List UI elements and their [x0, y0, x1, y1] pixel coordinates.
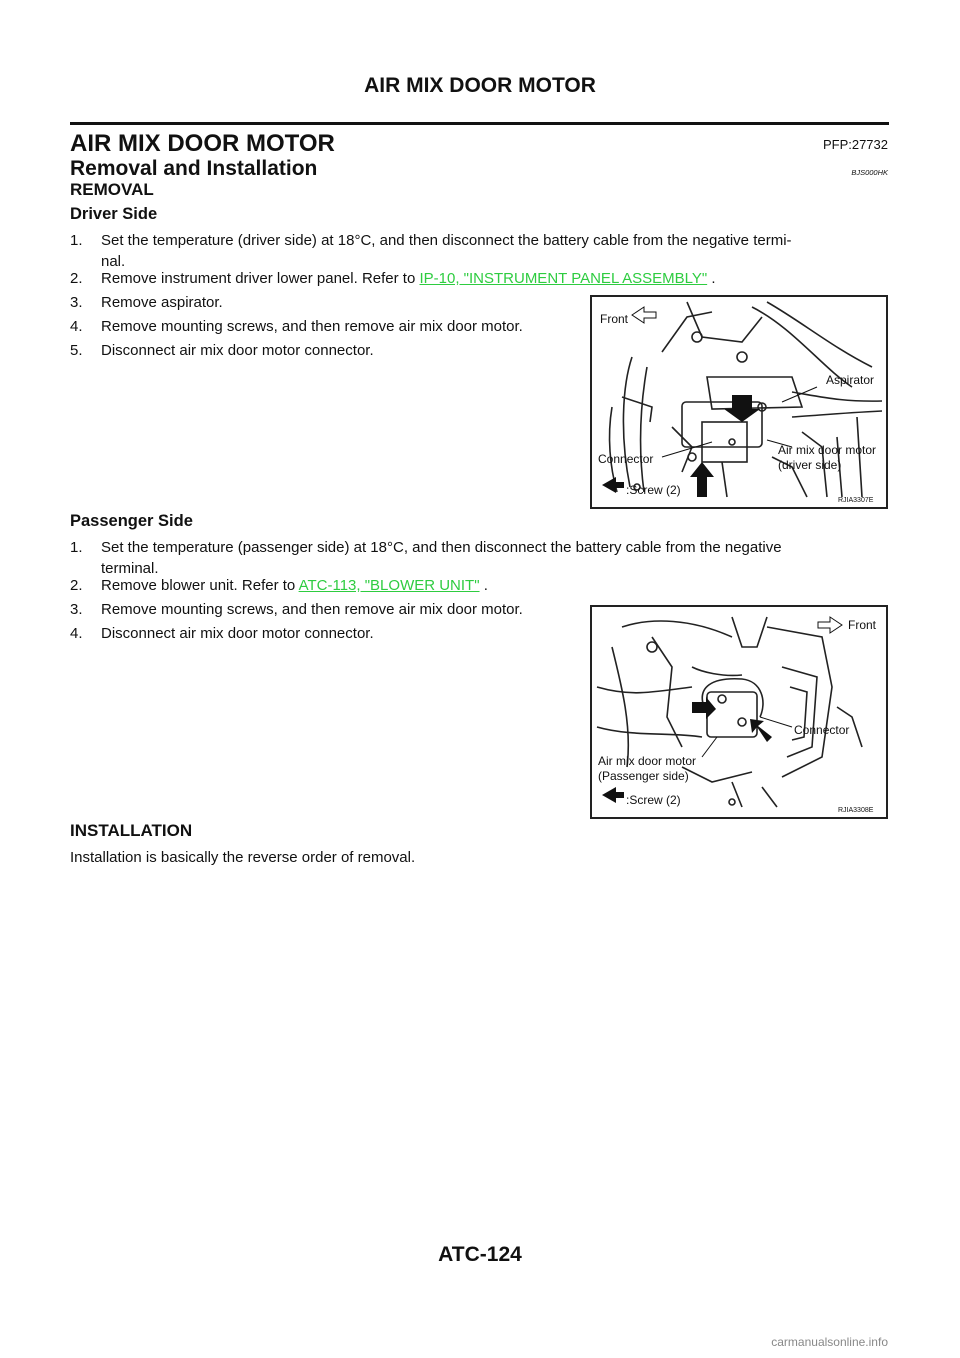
- watermark: carmanualsonline.info: [771, 1335, 888, 1349]
- section-title: AIR MIX DOOR MOTOR: [70, 130, 335, 157]
- driver-side-heading: Driver Side: [70, 205, 158, 223]
- passenger-figure-illustration: [592, 607, 886, 817]
- step-text: Remove instrument driver lower panel. Refer to: [101, 270, 420, 287]
- passenger-figure-code: RJIA3308E: [838, 807, 874, 814]
- step-number: 4.: [70, 318, 83, 335]
- passenger-figure-screw-label: :Screw (2): [626, 793, 681, 807]
- page-number: ATC-124: [438, 1243, 522, 1266]
- step-text: Disconnect air mix door motor connector.: [101, 625, 374, 642]
- driver-side-figure: [590, 295, 888, 509]
- page-header-title: AIR MIX DOOR MOTOR: [364, 74, 596, 97]
- driver-figure-front-label: Front: [600, 312, 629, 326]
- step-text: Remove blower unit. Refer to: [101, 577, 299, 594]
- passenger-figure-front-label: Front: [848, 618, 877, 632]
- step-text-continued: terminal.: [101, 560, 159, 577]
- passenger-figure-motor-label-1: Air mix door motor: [598, 754, 697, 768]
- driver-figure-motor-label-1: Air mix door motor: [778, 443, 877, 457]
- passenger-side-heading: Passenger Side: [70, 512, 193, 530]
- atc-113-link[interactable]: ATC-113, "BLOWER UNIT": [298, 577, 480, 594]
- subsection-title: Removal and Installation: [70, 157, 318, 180]
- driver-figure-illustration: [592, 297, 886, 507]
- step-text: Set the temperature (driver side) at 18°C, and then disconnect the battery cable from the negative termi-: [101, 232, 792, 249]
- part-code: PFP:27732: [822, 137, 888, 152]
- driver-figure-motor-label-2: (driver side): [778, 458, 842, 472]
- header-rule: [70, 122, 889, 125]
- step-text: Disconnect air mix door motor connector.: [101, 342, 374, 359]
- removal-heading: REMOVAL: [70, 180, 154, 199]
- driver-step-3: [70, 292, 223, 313]
- driver-figure-screw-label: :Screw (2): [626, 483, 681, 497]
- installation-heading: INSTALLATION: [70, 821, 193, 840]
- driver-step-5: [70, 340, 374, 361]
- step-number: 1.: [70, 232, 83, 249]
- step-number: 5.: [70, 342, 83, 359]
- passenger-figure-connector-label: Connector: [794, 723, 850, 737]
- step-text: Remove mounting screws, and then remove air mix door motor.: [101, 601, 523, 618]
- step-number: 2.: [70, 270, 83, 287]
- passenger-step-3: [70, 599, 523, 620]
- step-text: Set the temperature (passenger side) at 18°C, and then disconnect the battery cable from the negative: [101, 539, 782, 556]
- driver-figure-connector-label: Connector: [598, 452, 654, 466]
- installation-text: Installation is basically the reverse order of removal.: [70, 849, 416, 866]
- driver-figure-aspirator-label: Aspirator: [826, 373, 875, 387]
- passenger-side-figure: [590, 605, 888, 819]
- driver-step-1: [70, 230, 890, 272]
- doc-code: BJS000HK: [851, 168, 888, 177]
- step-text-continued: nal.: [101, 253, 126, 270]
- passenger-step-2: [70, 575, 488, 596]
- step-number: 1.: [70, 539, 83, 556]
- passenger-figure-motor-label-2: (Passenger side): [598, 769, 689, 783]
- passenger-step-1: [70, 537, 890, 579]
- step-number: 3.: [70, 294, 83, 311]
- ip-10-link[interactable]: IP-10, "INSTRUMENT PANEL ASSEMBLY": [419, 270, 708, 287]
- driver-step-2: [70, 268, 716, 289]
- step-text: Remove aspirator.: [101, 294, 223, 311]
- step-suffix: .: [479, 577, 488, 594]
- step-text: Remove mounting screws, and then remove air mix door motor.: [101, 318, 523, 335]
- step-number: 2.: [70, 577, 83, 594]
- passenger-step-4: [70, 623, 374, 644]
- step-suffix: .: [707, 270, 716, 287]
- driver-figure-code: RJIA3307E: [838, 497, 874, 504]
- driver-step-4: [70, 316, 523, 337]
- step-number: 4.: [70, 625, 83, 642]
- step-number: 3.: [70, 601, 83, 618]
